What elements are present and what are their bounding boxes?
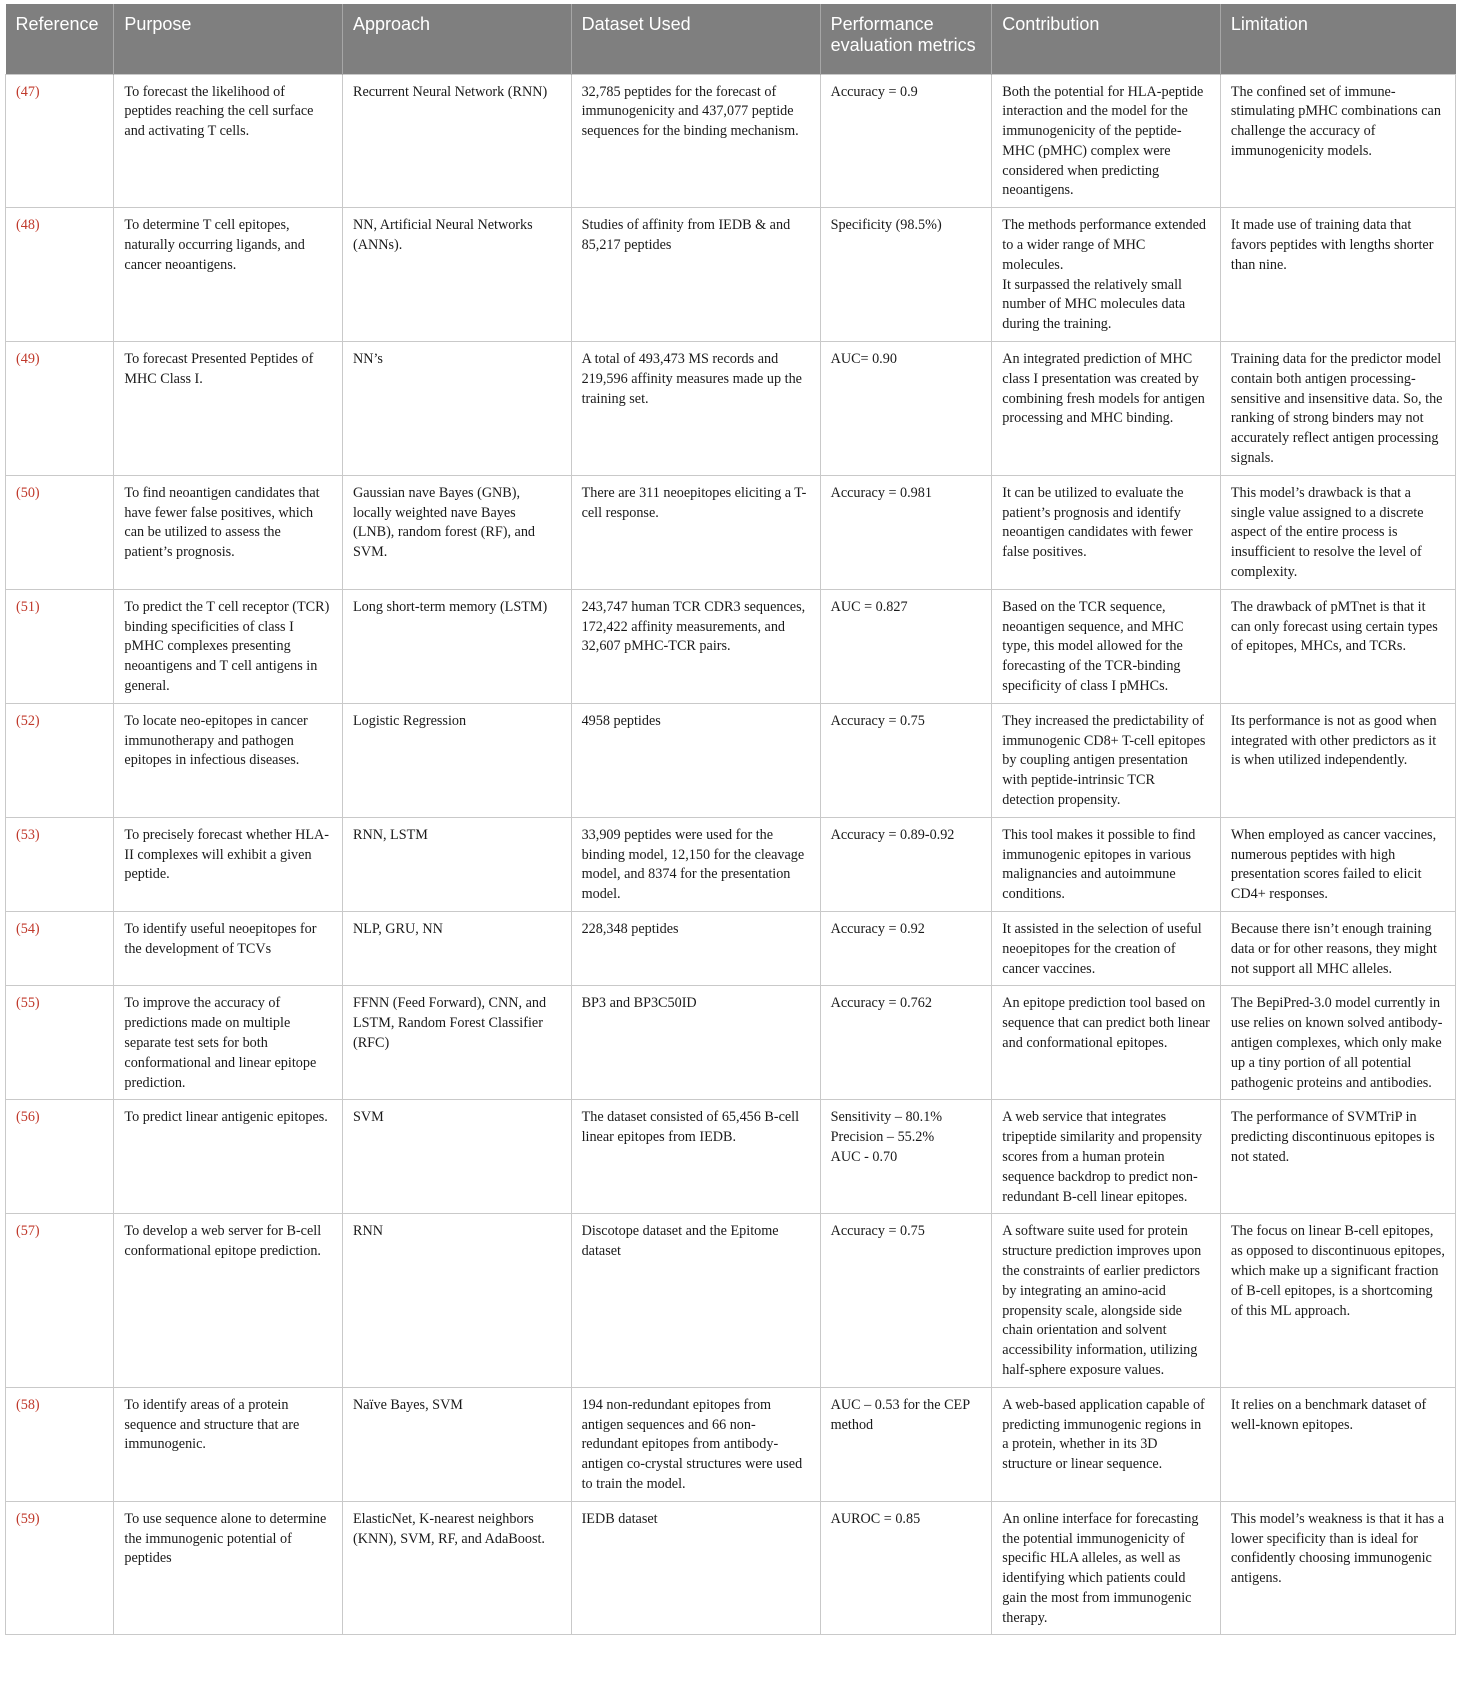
dataset-cell: 228,348 peptides xyxy=(571,911,820,985)
approach-cell: NN, Artificial Neural Networks (ANNs). xyxy=(342,208,571,342)
purpose-cell: To forecast the likelihood of peptides reaching the cell surface and activating T cells. xyxy=(114,74,343,208)
metric-line: AUROC = 0.85 xyxy=(830,1510,921,1527)
approach-cell: Logistic Regression xyxy=(342,703,571,817)
approach-cell: RNN xyxy=(342,1214,571,1387)
col-header-metrics: Performance evaluation metrics xyxy=(820,4,992,74)
approach-cell: FFNN (Feed Forward), CNN, and LSTM, Random Forest Classifier (RFC) xyxy=(342,986,571,1100)
dataset-cell: There are 311 neoepitopes eliciting a T-cell response. xyxy=(571,475,820,589)
contribution-cell: A web-based application capable of predicting immunogenic regions in a protein, whether in its 3D structure or linear sequence. xyxy=(992,1387,1221,1501)
table-row xyxy=(6,342,1456,476)
reference-cell[interactable]: (49) xyxy=(6,342,114,476)
reference-cell[interactable]: (47) xyxy=(6,74,114,208)
metric-line: Specificity (98.5%) xyxy=(830,217,942,234)
metrics-cell xyxy=(820,703,992,817)
contribution-cell: They increased the predictability of immunogenic CD8+ T-cell epitopes by coupling antigen presentation with peptide-intrinsic TCR detection propensity. xyxy=(992,703,1221,817)
metric-line: AUC - 0.70 xyxy=(830,1148,898,1165)
metrics-cell xyxy=(820,475,992,589)
limitation-cell: The focus on linear B-cell epitopes, as opposed to discontinuous epitopes, which make up a significant fraction of B-cell epitopes, is a shortcoming of this ML approach. xyxy=(1220,1214,1455,1387)
metrics-cell xyxy=(820,1501,992,1635)
paragraph-line: The methods performance extended to a wider range of MHC molecules. xyxy=(1002,217,1206,273)
dataset-cell: 243,747 human TCR CDR3 sequences, 172,422 affinity measurements, and 32,607 pMHC-TCR pairs. xyxy=(571,589,820,703)
metric-line: Accuracy = 0.75 xyxy=(830,712,925,729)
limitation-cell: This model’s drawback is that a single value assigned to a discrete aspect of the entire process is insufficient to resolve the level of complexity. xyxy=(1220,475,1455,589)
metrics-cell xyxy=(820,817,992,911)
purpose-cell: To predict linear antigenic epitopes. xyxy=(114,1100,343,1214)
dataset-cell: BP3 and BP3C50ID xyxy=(571,986,820,1100)
dataset-cell: A total of 493,473 MS records and 219,596 affinity measures made up the training set. xyxy=(571,342,820,476)
approach-cell: NN’s xyxy=(342,342,571,476)
metric-line: Accuracy = 0.762 xyxy=(830,995,932,1012)
metric-line: Accuracy = 0.89-0.92 xyxy=(830,826,955,843)
reference-cell[interactable]: (55) xyxy=(6,986,114,1100)
metrics-cell xyxy=(820,342,992,476)
limitation-cell: Training data for the predictor model contain both antigen processing-sensitive and insensitive data. So, the ranking of strong binders may not accurately reflect antigen processing signals. xyxy=(1220,342,1455,476)
approach-cell: Naïve Bayes, SVM xyxy=(342,1387,571,1501)
reference-cell[interactable]: (56) xyxy=(6,1100,114,1214)
approach-cell: RNN, LSTM xyxy=(342,817,571,911)
purpose-cell: To locate neo-epitopes in cancer immunotherapy and pathogen epitopes in infectious diseases. xyxy=(114,703,343,817)
reference-cell[interactable]: (57) xyxy=(6,1214,114,1387)
metric-line: Sensitivity – 80.1% xyxy=(830,1109,943,1126)
metric-line: Accuracy = 0.9 xyxy=(830,83,918,100)
metric-line: AUC = 0.827 xyxy=(830,598,908,615)
col-header-limitation: Limitation xyxy=(1220,4,1455,74)
table-row xyxy=(6,1501,1456,1635)
limitation-cell: The performance of SVMTriP in predicting discontinuous epitopes is not stated. xyxy=(1220,1100,1455,1214)
contribution-cell: An online interface for forecasting the potential immunogenicity of specific HLA alleles, as well as identifying which patients could gain the most from immunogenic therapy. xyxy=(992,1501,1221,1635)
table-row xyxy=(6,1387,1456,1501)
table-row xyxy=(6,1100,1456,1214)
table-body xyxy=(6,74,1456,1635)
metrics-cell xyxy=(820,208,992,342)
reference-cell[interactable]: (51) xyxy=(6,589,114,703)
metrics-cell xyxy=(820,986,992,1100)
purpose-cell: To identify areas of a protein sequence and structure that are immunogenic. xyxy=(114,1387,343,1501)
reference-cell[interactable]: (53) xyxy=(6,817,114,911)
table-row xyxy=(6,589,1456,703)
dataset-cell: IEDB dataset xyxy=(571,1501,820,1635)
approach-cell: SVM xyxy=(342,1100,571,1214)
dataset-cell: 194 non-redundant epitopes from antigen sequences and 66 non-redundant epitopes from antibody-antigen co-crystal structures were used to train the model. xyxy=(571,1387,820,1501)
contribution-cell: It assisted in the selection of useful neoepitopes for the creation of cancer vaccines. xyxy=(992,911,1221,985)
limitation-cell: The BepiPred-3.0 model currently in use relies on known solved antibody-antigen complexes, which only make up a tiny portion of all potential pathogenic proteins and antibodies. xyxy=(1220,986,1455,1100)
table-row xyxy=(6,74,1456,208)
limitation-cell: Because there isn’t enough training data or for other reasons, they might not support all MHC alleles. xyxy=(1220,911,1455,985)
table-row xyxy=(6,986,1456,1100)
contribution-cell: A software suite used for protein structure prediction improves upon the constraints of earlier predictors by integrating an amino-acid propensity scale, alongside side chain orientation and solvent accessibility information, utilizing half-sphere exposure values. xyxy=(992,1214,1221,1387)
col-header-purpose: Purpose xyxy=(114,4,343,74)
metrics-cell xyxy=(820,1100,992,1214)
table-row xyxy=(6,817,1456,911)
purpose-cell: To develop a web server for B-cell conformational epitope prediction. xyxy=(114,1214,343,1387)
limitation-cell: It made use of training data that favors peptides with lengths shorter than nine. xyxy=(1220,208,1455,342)
dataset-cell: The dataset consisted of 65,456 B-cell linear epitopes from IEDB. xyxy=(571,1100,820,1214)
limitation-cell: It relies on a benchmark dataset of well-known epitopes. xyxy=(1220,1387,1455,1501)
contribution-cell: A web service that integrates tripeptide similarity and propensity scores from a human protein sequence backdrop to predict non-redundant B-cell linear epitopes. xyxy=(992,1100,1221,1214)
limitation-cell: Its performance is not as good when integrated with other predictors as it is when utilized independently. xyxy=(1220,703,1455,817)
approach-cell: ElasticNet, K-nearest neighbors (KNN), SVM, RF, and AdaBoost. xyxy=(342,1501,571,1635)
contribution-cell: An epitope prediction tool based on sequence that can predict both linear and conformational epitopes. xyxy=(992,986,1221,1100)
table-row xyxy=(6,475,1456,589)
metrics-cell xyxy=(820,911,992,985)
metrics-cell xyxy=(820,74,992,208)
metrics-cell xyxy=(820,1214,992,1387)
limitation-cell: This model’s weakness is that it has a lower specificity than is ideal for confidently choosing immunogenic antigens. xyxy=(1220,1501,1455,1635)
contribution-cell: Both the potential for HLA-peptide interaction and the model for the immunogenicity of the peptide-MHC (pMHC) complex were considered when predicting neoantigens. xyxy=(992,74,1221,208)
table-row xyxy=(6,911,1456,985)
metric-line: AUC – 0.53 for the CEP method xyxy=(830,1396,970,1433)
metric-line: AUC= 0.90 xyxy=(830,351,897,368)
dataset-cell: 4958 peptides xyxy=(571,703,820,817)
metrics-cell xyxy=(820,1387,992,1501)
contribution-cell: An integrated prediction of MHC class I presentation was created by combining fresh models for antigen processing and MHC binding. xyxy=(992,342,1221,476)
purpose-cell: To determine T cell epitopes, naturally occurring ligands, and cancer neoantigens. xyxy=(114,208,343,342)
contribution-cell: Based on the TCR sequence, neoantigen sequence, and MHC type, this model allowed for the forecasting of the TCR-binding specificity of class I pMHCs. xyxy=(992,589,1221,703)
approach-cell: NLP, GRU, NN xyxy=(342,911,571,985)
limitation-cell: The confined set of immune-stimulating pMHC combinations can challenge the accuracy of immunogenicity models. xyxy=(1220,74,1455,208)
metric-line: Accuracy = 0.92 xyxy=(830,920,925,937)
approach-cell: Gaussian nave Bayes (GNB), locally weighted nave Bayes (LNB), random forest (RF), and SVM. xyxy=(342,475,571,589)
paragraph-line: It surpassed the relatively small number of MHC molecules data during the training. xyxy=(1002,276,1186,333)
limitation-cell: When employed as cancer vaccines, numerous peptides with high presentation scores failed to elicit CD4+ responses. xyxy=(1220,817,1455,911)
epitope-prediction-table xyxy=(5,4,1456,1635)
header-row xyxy=(6,4,1456,74)
metric-line: Accuracy = 0.75 xyxy=(830,1223,925,1240)
approach-cell: Recurrent Neural Network (RNN) xyxy=(342,74,571,208)
table-container xyxy=(5,4,1456,1635)
purpose-cell: To use sequence alone to determine the immunogenic potential of peptides xyxy=(114,1501,343,1635)
reference-cell[interactable]: (59) xyxy=(6,1501,114,1635)
purpose-cell: To precisely forecast whether HLA-II complexes will exhibit a given peptide. xyxy=(114,817,343,911)
metrics-cell xyxy=(820,589,992,703)
purpose-cell: To predict the T cell receptor (TCR) binding specificities of class I pMHC complexes presenting neoantigens and T cell antigens in general. xyxy=(114,589,343,703)
col-header-reference: Reference xyxy=(6,4,114,74)
contribution-cell: This tool makes it possible to find immunogenic epitopes in various malignancies and autoimmune conditions. xyxy=(992,817,1221,911)
reference-cell[interactable]: (48) xyxy=(6,208,114,342)
reference-cell[interactable]: (52) xyxy=(6,703,114,817)
purpose-cell: To forecast Presented Peptides of MHC Class I. xyxy=(114,342,343,476)
reference-cell[interactable]: (50) xyxy=(6,475,114,589)
purpose-cell: To find neoantigen candidates that have fewer false positives, which can be utilized to assess the patient’s prognosis. xyxy=(114,475,343,589)
dataset-cell: Studies of affinity from IEDB & and 85,217 peptides xyxy=(571,208,820,342)
reference-cell[interactable]: (54) xyxy=(6,911,114,985)
col-header-dataset: Dataset Used xyxy=(571,4,820,74)
dataset-cell: 33,909 peptides were used for the binding model, 12,150 for the cleavage model, and 8374 for the presentation model. xyxy=(571,817,820,911)
table-row xyxy=(6,703,1456,817)
dataset-cell: Discotope dataset and the Epitome dataset xyxy=(571,1214,820,1387)
purpose-cell: To identify useful neoepitopes for the development of TCVs xyxy=(114,911,343,985)
dataset-cell: 32,785 peptides for the forecast of immunogenicity and 437,077 peptide sequences for the binding mechanism. xyxy=(571,74,820,208)
reference-cell[interactable]: (58) xyxy=(6,1387,114,1501)
contribution-cell: It can be utilized to evaluate the patient’s prognosis and identify neoantigen candidates with fewer false positives. xyxy=(992,475,1221,589)
table-row xyxy=(6,1214,1456,1387)
contribution-cell xyxy=(992,208,1221,342)
col-header-contribution: Contribution xyxy=(992,4,1221,74)
table-row xyxy=(6,208,1456,342)
approach-cell: Long short-term memory (LSTM) xyxy=(342,589,571,703)
purpose-cell: To improve the accuracy of predictions made on multiple separate test sets for both conformational and linear epitope prediction. xyxy=(114,986,343,1100)
limitation-cell: The drawback of pMTnet is that it can only forecast using certain types of epitopes, MHCs, and TCRs. xyxy=(1220,589,1455,703)
col-header-approach: Approach xyxy=(342,4,571,74)
metric-line: Precision – 55.2% xyxy=(830,1129,935,1146)
metric-line: Accuracy = 0.981 xyxy=(830,484,932,501)
